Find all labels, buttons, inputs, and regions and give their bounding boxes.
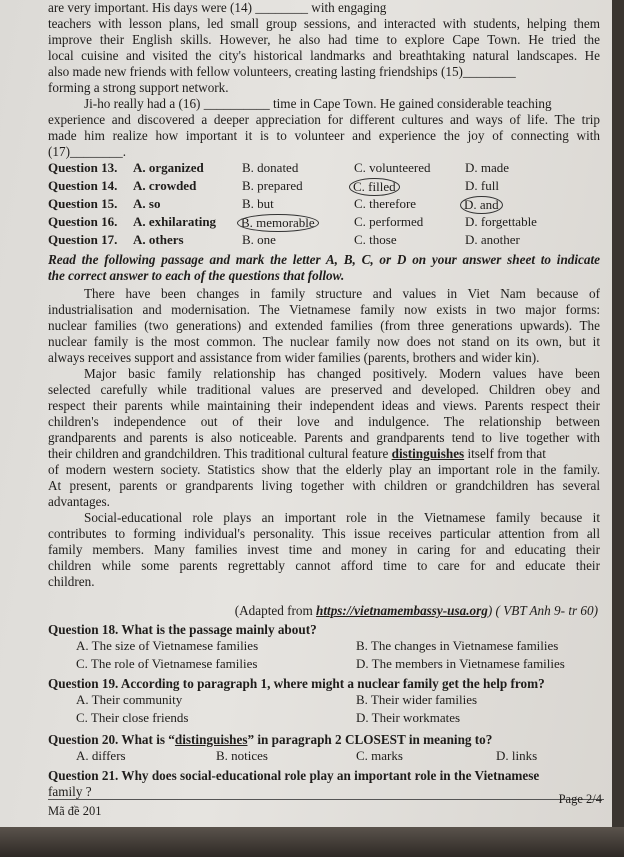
question-18-options: [76, 638, 612, 674]
text-line: also made new friends with fellow volunteers, creating lasting friendships (15)________: [48, 64, 516, 79]
question-number: Question 13.: [48, 160, 118, 175]
option-a[interactable]: A. so: [133, 196, 161, 211]
option-c[interactable]: C. those: [354, 232, 397, 247]
option-a[interactable]: A. crowded: [133, 178, 197, 193]
text-line: (17)________.: [48, 144, 127, 159]
text-line: At present, parents or grandparents living together with children or grandchildren has several: [48, 478, 600, 493]
question-number: Question 14.: [48, 178, 118, 193]
question-row: [48, 196, 608, 214]
option-c[interactable]: C. Their close friends: [76, 710, 189, 725]
text-line: selected carefully while traditional values are preserved and developed. Children obey and: [48, 382, 600, 397]
source-link[interactable]: https://vietnamembassy-usa.org: [316, 603, 488, 618]
option-row: [76, 656, 612, 674]
text-line: Major basic family relationship has changed positively. Modern values have been: [84, 366, 600, 381]
option-c[interactable]: C. volunteered: [354, 160, 431, 175]
text-line: children while some parents regrettably cannot afford time to care for and educate their: [48, 558, 600, 573]
reading-passage: [48, 286, 600, 590]
exam-code: Mã đề 201: [48, 804, 102, 818]
option-d[interactable]: D. full: [465, 178, 499, 193]
option-a[interactable]: A. organized: [133, 160, 204, 175]
highlighted-word: distinguishes: [391, 446, 465, 461]
option-d-circled[interactable]: D. and: [460, 196, 503, 214]
option-c-circled[interactable]: C. filled: [349, 178, 400, 196]
stem-text: Question 20. What is “: [48, 732, 175, 747]
option-a[interactable]: A. Their community: [76, 692, 183, 707]
text-line: always receives support and assistance from wider families (parents, brothers and wider kin).: [48, 350, 540, 365]
option-d[interactable]: D. Their workmates: [356, 710, 461, 725]
option-a[interactable]: A. exhilarating: [133, 214, 217, 229]
text-line: Social-educational role plays an important role in the Vietnamese family because it: [84, 510, 600, 525]
question-row: [48, 232, 608, 250]
option-d[interactable]: D. links: [496, 748, 538, 763]
text-line: children's independence out of their love and indulgence. The relationship between: [48, 414, 600, 429]
question-number: Question 15.: [48, 196, 118, 211]
text-line: local cuisine and visited the city's historical landmarks and breathtaking natural landscapes. He: [48, 48, 600, 63]
text-line: Ji-ho really had a (16) __________ time in Cape Town. He gained considerable teaching: [84, 96, 552, 111]
source-prefix: (Adapted from: [234, 603, 317, 618]
option-b[interactable]: B. The changes in Vietnamese families: [356, 638, 559, 653]
question-21-stem-cont: family ?: [48, 784, 92, 799]
option-a[interactable]: A. differs: [76, 748, 126, 763]
option-b[interactable]: B. notices: [216, 748, 268, 763]
option-b[interactable]: B. one: [242, 232, 276, 247]
text-line: nuclear families (two generations) and extended families (from three generations upwards). The: [48, 318, 600, 333]
option-c[interactable]: C. therefore: [354, 196, 417, 211]
question-row: [48, 160, 608, 178]
highlighted-word: distinguishes: [174, 732, 248, 747]
desk-background: [0, 827, 624, 857]
stem-text: ” in paragraph 2 CLOSEST in meaning to?: [247, 732, 493, 747]
option-d[interactable]: D. another: [465, 232, 520, 247]
text-line: forming a strong support network.: [48, 80, 229, 95]
option-a[interactable]: A. others: [133, 232, 184, 247]
option-d[interactable]: D. The members in Vietnamese families: [356, 656, 565, 671]
question-number: Question 17.: [48, 232, 118, 247]
option-row: [76, 692, 612, 710]
text-line: advantages.: [48, 494, 110, 509]
text-fragment: itself from that: [467, 446, 546, 461]
text-line: of modern western society. Statistics show that the elderly play an important role in the family.: [48, 462, 600, 477]
question-row: [48, 178, 608, 196]
text-line: teachers with lesson plans, led small group sessions, and interacted with students, helping them: [48, 16, 600, 31]
option-row: [76, 638, 612, 656]
text-line: improve their English skills. However, he also had time to explore Cape Town. He tried the: [48, 32, 600, 47]
passage-continued: [48, 0, 600, 96]
option-row: [76, 710, 612, 728]
text-line: grandparents and parents is also noticeable. Parents and grandparents tend to live together with: [48, 430, 600, 445]
source-suffix: ) ( VBT Anh 9- tr 60): [487, 603, 598, 618]
question-21-stem: Question 21. Why does social-educational role play an important role in the Vietnamese: [48, 768, 540, 783]
text-line: contributes to forming individual's personality. This issue receives particular attention from all: [48, 526, 600, 541]
option-b[interactable]: B. but: [242, 196, 274, 211]
question-row: [48, 214, 608, 232]
option-b[interactable]: B. prepared: [242, 178, 303, 193]
text-line: industrialisation and modernisation. The Vietnamese family now exists in two major forms:: [48, 302, 600, 317]
text-line: are very important. His days were (14) ________ with engaging: [48, 0, 387, 15]
cloze-questions: [48, 160, 608, 250]
question-18-stem: Question 18. What is the passage mainly about?: [48, 622, 317, 637]
text-line: experience and discovered a deeper appreciation for different cultures and ways of life. The trip: [48, 112, 600, 127]
text-fragment: their children and grandchildren. This traditional cultural feature: [48, 446, 389, 461]
option-b-circled[interactable]: B. memorable: [237, 214, 319, 232]
reading-instruction: [48, 252, 600, 284]
page-number: Page 2/4: [558, 792, 602, 806]
text-line: family members. Many families invest time and money in caring for and educating their: [48, 542, 600, 557]
source-citation: [48, 603, 598, 619]
option-c[interactable]: C. The role of Vietnamese families: [76, 656, 258, 671]
option-c[interactable]: C. marks: [356, 748, 403, 763]
option-b[interactable]: B. Their wider families: [356, 692, 478, 707]
question-20-stem: [48, 732, 492, 748]
option-d[interactable]: D. made: [465, 160, 510, 175]
text-line: respect their parents while maintaining their independent ideas and views. Parents respect their: [48, 398, 600, 413]
text-line: Read the following passage and mark the letter A, B, C, or D on your answer sheet to indicate: [48, 252, 600, 267]
text-line: the correct answer to each of the questions that follow.: [48, 268, 345, 283]
text-line: [48, 446, 600, 462]
option-d[interactable]: D. forgettable: [465, 214, 537, 229]
option-b[interactable]: B. donated: [242, 160, 299, 175]
footer-divider: [48, 799, 604, 800]
option-c[interactable]: C. performed: [354, 214, 424, 229]
question-19-stem: Question 19. According to paragraph 1, where might a nuclear family get the help from?: [48, 676, 545, 691]
option-row: [76, 748, 612, 766]
text-line: made him realize how important it is to volunteer and experience the joy of connecting with: [48, 128, 600, 143]
question-20-options: [76, 748, 612, 766]
question-19-options: [76, 692, 612, 728]
option-a[interactable]: A. The size of Vietnamese families: [76, 638, 259, 653]
text-line: nuclear family is the most common. The nuclear family now does not stand on its own, but it: [48, 334, 600, 349]
text-line: children.: [48, 574, 95, 589]
question-number: Question 16.: [48, 214, 118, 229]
text-line: There have been changes in family structure and values in Viet Nam because of: [84, 286, 600, 301]
passage-paragraph: [48, 96, 600, 160]
